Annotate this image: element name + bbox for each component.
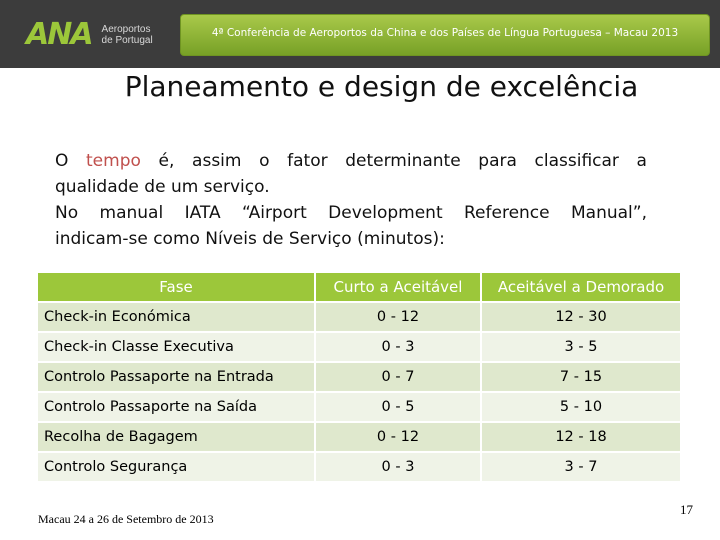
cell-curto: 0 - 3: [315, 452, 481, 482]
logo-line-1: Aeroportos: [101, 24, 151, 35]
header-curto-aceitavel: Curto a Aceitável: [315, 273, 481, 302]
cell-curto: 0 - 7: [315, 362, 481, 392]
table-row: [38, 392, 681, 422]
cell-aceitavel: 3 - 7: [481, 452, 681, 482]
cell-fase: Controlo Passaporte na Saída: [38, 392, 315, 422]
header-aceitavel-demorado: Aceitável a Demorado: [481, 273, 681, 302]
slide-title: Planeamento e design de excelência: [124, 70, 639, 103]
cell-aceitavel: 12 - 18: [481, 422, 681, 452]
body-line-1-suffix: é, assim o fator determinante para classificar a: [140, 151, 647, 171]
cell-aceitavel: 3 - 5: [481, 332, 681, 362]
cell-fase: Controlo Passaporte na Entrada: [38, 362, 315, 392]
service-levels-table: [38, 273, 682, 483]
logo-mark: ANA: [26, 17, 92, 52]
cell-aceitavel: 7 - 15: [481, 362, 681, 392]
logo-line-2: de Portugal: [101, 35, 153, 46]
table-header-row: [38, 273, 681, 302]
cell-curto: 0 - 5: [315, 392, 481, 422]
body-line-1: [55, 148, 647, 174]
table-row: [38, 362, 681, 392]
body-line-2: qualidade de um serviço.: [55, 177, 270, 197]
footer-date: Macau 24 a 26 de Setembro de 2013: [38, 512, 214, 526]
cell-aceitavel: 12 - 30: [481, 302, 681, 332]
header-fase: Fase: [38, 273, 315, 302]
cell-curto: 0 - 12: [315, 422, 481, 452]
header-bar: [0, 0, 720, 68]
table-row: [38, 452, 681, 482]
page-number: 17: [680, 502, 693, 517]
logo-text: [102, 24, 153, 46]
highlight-tempo: tempo: [86, 151, 141, 171]
cell-fase: Controlo Segurança: [38, 452, 315, 482]
cell-curto: 0 - 3: [315, 332, 481, 362]
table-row: [38, 332, 681, 362]
cell-fase: Check-in Classe Executiva: [38, 332, 315, 362]
table-row: [38, 302, 681, 332]
ana-logo: [26, 17, 153, 52]
body-paragraph: [55, 148, 647, 252]
conference-banner-text: 4ª Conferência de Aeroportos da China e dos Países de Língua Portuguesa – Macau 2013: [211, 27, 679, 39]
body-line-4: indicam-se como Níveis de Serviço (minutos):: [55, 229, 445, 249]
cell-aceitavel: 5 - 10: [481, 392, 681, 422]
cell-fase: Recolha de Bagagem: [38, 422, 315, 452]
cell-curto: 0 - 12: [315, 302, 481, 332]
conference-banner: [180, 14, 710, 56]
body-line-3: No manual IATA “Airport Development Reference Manual”,: [55, 203, 647, 223]
table-row: [38, 422, 681, 452]
body-line-1-prefix: O: [55, 151, 87, 171]
cell-fase: Check-in Económica: [38, 302, 315, 332]
